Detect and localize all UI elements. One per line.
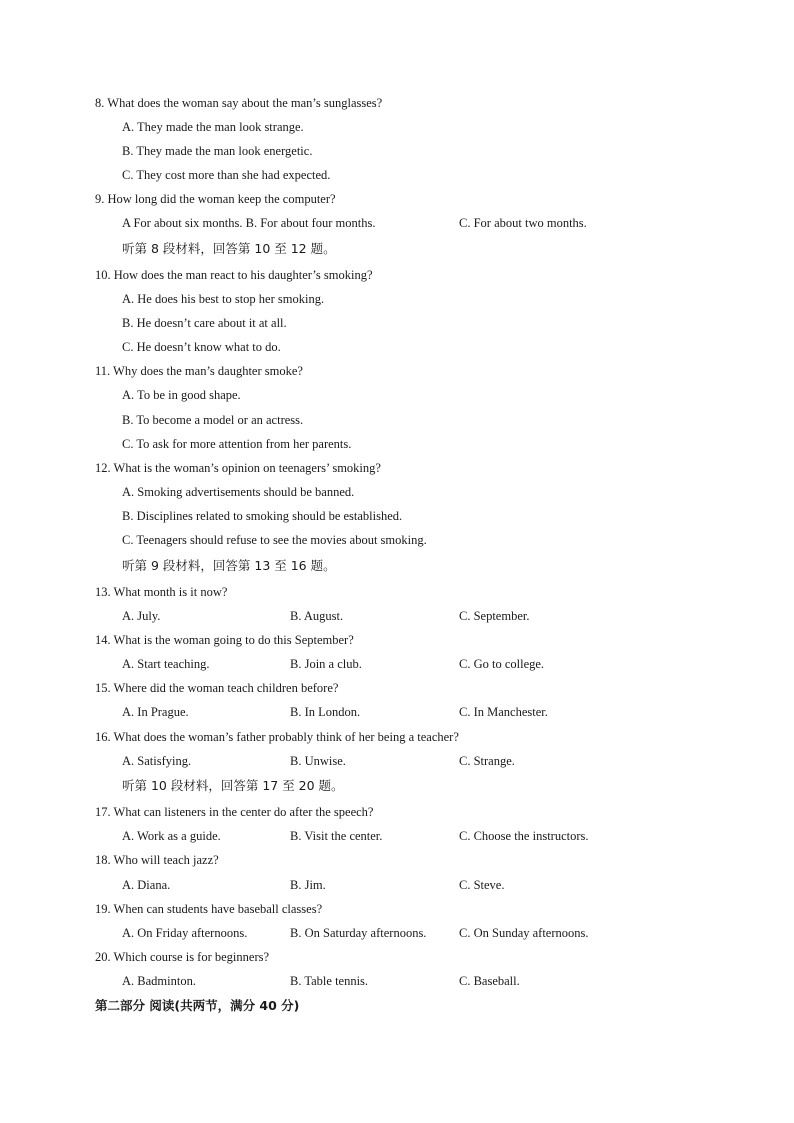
answer-option: C. Go to college. bbox=[459, 657, 545, 671]
answer-option: B. August. bbox=[290, 609, 344, 623]
answer-option: A. Work as a guide. bbox=[122, 829, 221, 843]
answer-option: B. In London. bbox=[290, 705, 361, 719]
answer-option: A. They made the man look strange. bbox=[122, 120, 304, 134]
answer-option: B. Unwise. bbox=[290, 754, 346, 768]
answer-option: B. He doesn’t care about it at all. bbox=[122, 316, 287, 330]
question-stem: 12. What is the woman’s opinion on teenagers’ smoking? bbox=[95, 461, 381, 475]
question-stem: 9. How long did the woman keep the computer? bbox=[95, 192, 336, 206]
answer-option: B. Disciplines related to smoking should be established. bbox=[122, 509, 403, 523]
answer-option: A. To be in good shape. bbox=[122, 388, 241, 402]
answer-option: C. In Manchester. bbox=[459, 705, 548, 719]
answer-option: C. For about two months. bbox=[459, 216, 587, 230]
question-stem: 15. Where did the woman teach children before? bbox=[95, 681, 339, 695]
listening-instruction: 听第 8 段材料，回答第 10 至 12 题。 bbox=[122, 241, 336, 256]
question-stem: 8. What does the woman say about the man’s sunglasses? bbox=[95, 96, 383, 110]
answer-option: B. Table tennis. bbox=[290, 974, 369, 988]
question-stem: 16. What does the woman’s father probably think of her being a teacher? bbox=[95, 730, 459, 744]
answer-option: C. Strange. bbox=[459, 754, 515, 768]
answer-option: B. Join a club. bbox=[290, 657, 362, 671]
answer-option: B. On Saturday afternoons. bbox=[290, 926, 427, 940]
answer-option: A For about six months. B. For about four months. bbox=[122, 216, 376, 230]
answer-option: A. In Prague. bbox=[122, 705, 189, 719]
answer-option: C. To ask for more attention from her parents. bbox=[122, 437, 352, 451]
answer-option: B. They made the man look energetic. bbox=[122, 144, 313, 158]
answer-option: C. Baseball. bbox=[459, 974, 520, 988]
answer-option: A. Smoking advertisements should be banned. bbox=[122, 485, 355, 499]
answer-option: A. Start teaching. bbox=[122, 657, 210, 671]
answer-option: A. On Friday afternoons. bbox=[122, 926, 248, 940]
listening-instruction: 听第 9 段材料，回答第 13 至 16 题。 bbox=[122, 558, 336, 573]
answer-option: B. Visit the center. bbox=[290, 829, 383, 843]
answer-option: C. September. bbox=[459, 609, 530, 623]
section-heading: 第二部分 阅读(共两节，满分 40 分) bbox=[95, 998, 300, 1013]
question-stem: 13. What month is it now? bbox=[95, 585, 228, 599]
question-stem: 14. What is the woman going to do this September? bbox=[95, 633, 354, 647]
question-stem: 18. Who will teach jazz? bbox=[95, 853, 219, 867]
answer-option: A. July. bbox=[122, 609, 161, 623]
question-stem: 11. Why does the man’s daughter smoke? bbox=[95, 364, 303, 378]
answer-option: B. Jim. bbox=[290, 878, 326, 892]
answer-option: C. He doesn’t know what to do. bbox=[122, 340, 281, 354]
answer-option: C. Choose the instructors. bbox=[459, 829, 589, 843]
answer-option: A. Diana. bbox=[122, 878, 171, 892]
answer-option: B. To become a model or an actress. bbox=[122, 413, 304, 427]
answer-option: A. He does his best to stop her smoking. bbox=[122, 292, 325, 306]
answer-option: C. Steve. bbox=[459, 878, 505, 892]
question-stem: 10. How does the man react to his daughter’s smoking? bbox=[95, 268, 373, 282]
answer-option: C. On Sunday afternoons. bbox=[459, 926, 589, 940]
question-stem: 20. Which course is for beginners? bbox=[95, 950, 270, 964]
question-stem: 17. What can listeners in the center do after the speech? bbox=[95, 805, 374, 819]
answer-option: A. Badminton. bbox=[122, 974, 196, 988]
question-stem: 19. When can students have baseball classes? bbox=[95, 902, 323, 916]
listening-instruction: 听第 10 段材料，回答第 17 至 20 题。 bbox=[122, 778, 344, 793]
answer-option: C. They cost more than she had expected. bbox=[122, 168, 331, 182]
answer-option: A. Satisfying. bbox=[122, 754, 192, 768]
answer-option: C. Teenagers should refuse to see the movies about smoking. bbox=[122, 533, 427, 547]
